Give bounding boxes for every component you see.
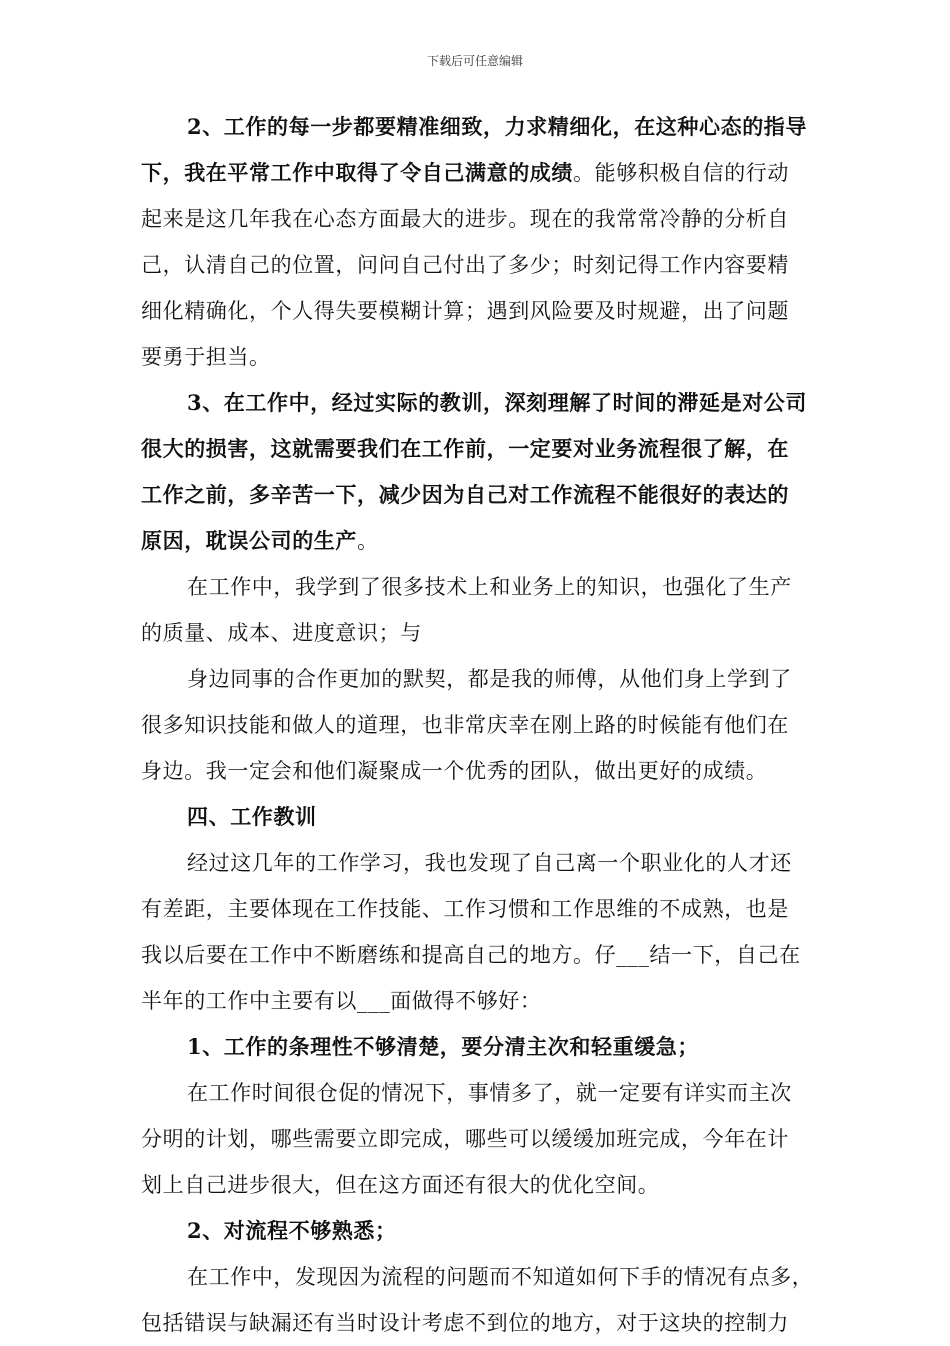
page-header: 下载后可任意编辑	[426, 54, 523, 68]
text-line	[141, 886, 831, 932]
text-run: 在工作时间很仓促的情况下，事情多了，就一定要有详实而主次	[187, 1081, 792, 1105]
text-line	[141, 334, 831, 380]
text-line	[141, 794, 831, 840]
text-run: 我以后要在工作中不断磨练和提高自己的地方。仔___结一下，自己在	[141, 943, 801, 967]
text-run: 经过这几年的工作学习，我也发现了自己离一个职业化的人才还	[187, 851, 792, 875]
bold-text-run: 3、在工作中，经过实际的教训，深刻理解了时间的滞延是对公司	[187, 390, 808, 415]
bold-text-run: 很大的损害，这就需要我们在工作前，一定要对业务流程很了解，在	[141, 436, 789, 461]
text-line	[141, 932, 831, 978]
bold-text-run: 1、工作的条理性不够清楚，要分清主次和轻重缓急；	[187, 1034, 700, 1059]
text-line	[141, 656, 831, 702]
bold-text-run: 工作之前，多辛苦一下，减少因为自己对工作流程不能很好的表达的	[141, 482, 789, 507]
text-line	[141, 426, 831, 472]
text-run: 要勇于担当。	[141, 345, 271, 369]
text-run: 半年的工作中主要有以___面做得不够好：	[141, 989, 542, 1013]
text-line	[141, 380, 831, 426]
text-run: 很多知识技能和做人的道理，也非常庆幸在刚上路的时候能有他们在	[141, 713, 789, 737]
text-run: 起来是这几年我在心态方面最大的进步。现在的我常常冷静的分析自	[141, 207, 789, 231]
text-run: 的质量、成本、进度意识；与	[141, 621, 422, 645]
text-line	[141, 196, 831, 242]
bold-text-run: 2、工作的每一步都要精准细致，力求精细化，在这种心态的指导	[187, 114, 808, 139]
text-run: 身边同事的合作更加的默契，都是我的师傅，从他们身上学到了	[187, 667, 792, 691]
text-run: 包括错误与缺漏还有当时设计考虑不到位的地方，对于这块的控制力	[141, 1311, 789, 1335]
text-run: 有差距，主要体现在工作技能、工作习惯和工作思维的不成熟，也是	[141, 897, 789, 921]
text-run: 在工作中，我学到了很多技术上和业务上的知识，也强化了生产	[187, 575, 792, 599]
text-run: 己，认清自己的位置，问问自己付出了多少；时刻记得工作内容要精	[141, 253, 789, 277]
text-line	[141, 1300, 831, 1346]
text-line	[141, 702, 831, 748]
bold-text-run: 原因，耽误公司的生产	[141, 528, 357, 553]
text-line	[141, 748, 831, 794]
text-line	[141, 1024, 831, 1070]
text-run: 分明的计划，哪些需要立即完成，哪些可以缓缓加班完成，今年在计	[141, 1127, 789, 1151]
text-line	[141, 242, 831, 288]
document-body	[141, 104, 831, 1346]
text-line	[141, 104, 831, 150]
text-line	[141, 288, 831, 334]
text-line	[141, 1254, 831, 1300]
text-line	[141, 840, 831, 886]
text-run: 。	[357, 529, 379, 553]
text-line	[141, 150, 831, 196]
text-line	[141, 564, 831, 610]
text-line	[141, 610, 831, 656]
bold-text-run: 2、对流程不够熟悉；	[187, 1218, 397, 1243]
text-line	[141, 518, 831, 564]
text-line	[141, 1116, 831, 1162]
text-run: 划上自己进步很大，但在这方面还有很大的优化空间。	[141, 1173, 660, 1197]
bold-text-run: 四、工作教训	[187, 804, 317, 829]
bold-text-run: 下，我在平常工作中取得了令自己满意的成绩	[141, 160, 573, 185]
text-line	[141, 472, 831, 518]
text-line	[141, 1162, 831, 1208]
text-line	[141, 1208, 831, 1254]
text-run: 。能够积极自信的行动	[573, 161, 789, 185]
text-run: 在工作中，发现因为流程的问题而不知道如何下手的情况有点多，	[187, 1265, 814, 1289]
text-run: 身边。我一定会和他们凝聚成一个优秀的团队，做出更好的成绩。	[141, 759, 768, 783]
text-line	[141, 978, 831, 1024]
text-line	[141, 1070, 831, 1116]
text-run: 细化精确化，个人得失要模糊计算；遇到风险要及时规避，出了问题	[141, 299, 789, 323]
